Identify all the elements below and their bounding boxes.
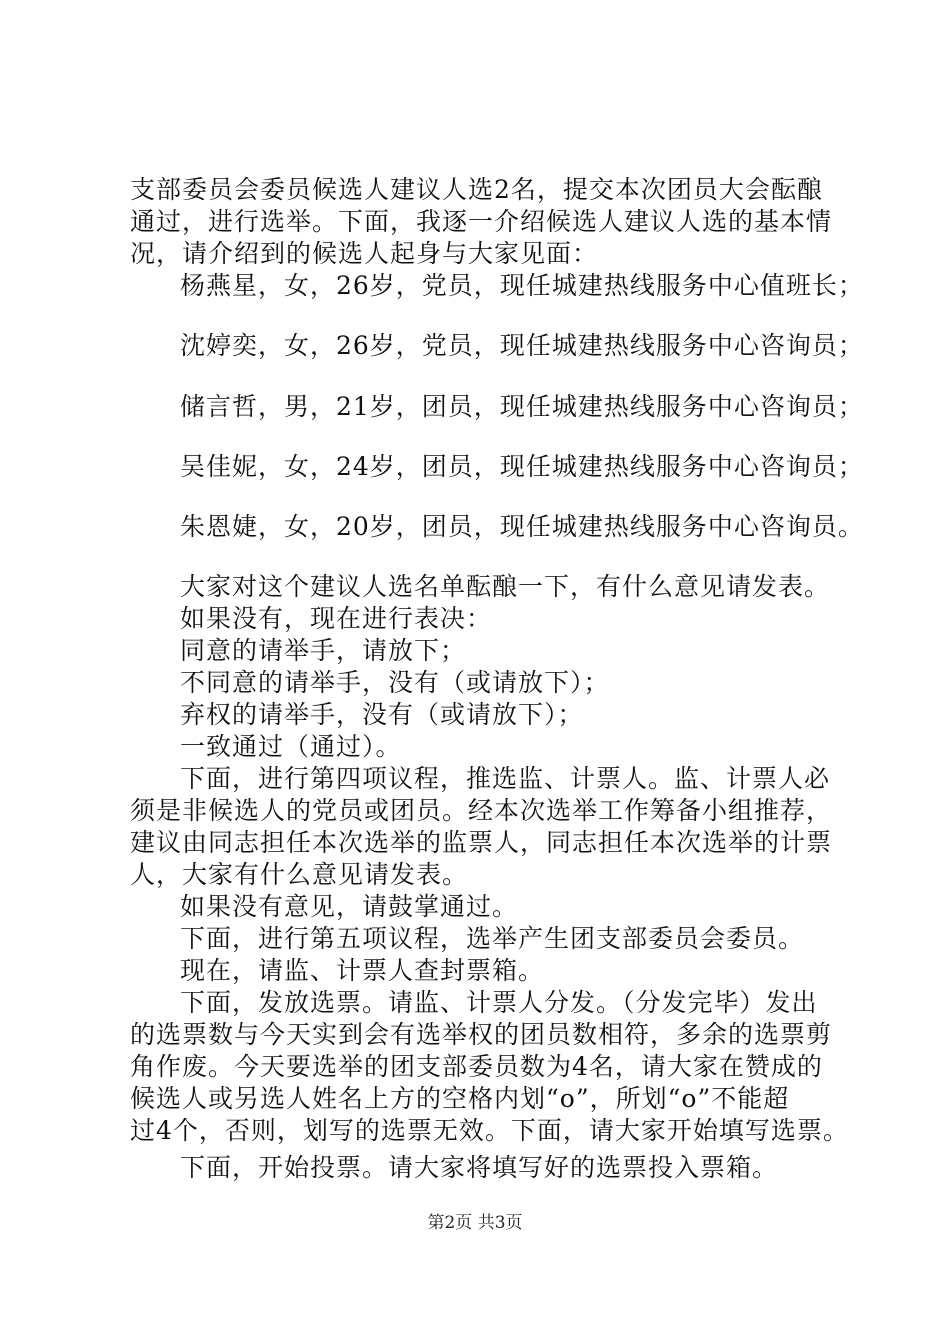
paragraph-line: 同意的请举手，请放下； xyxy=(180,636,467,665)
candidate-line: 储言哲，男，21岁，团员，现任城建热线服务中心咨询员； xyxy=(180,392,864,421)
paragraph-line: 建议由同志担任本次选举的监票人，同志担任本次选举的计票 xyxy=(130,828,833,857)
paragraph-line: 人，大家有什么意见请发表。 xyxy=(130,860,469,889)
paragraph-line: 一致通过（通过）。 xyxy=(180,732,402,761)
paragraph-line: 下面，进行第五项议程，选举产生团支部委员会委员。 xyxy=(180,924,805,953)
paragraph-line: 下面，进行第四项议程，推选监、计票人。监、计票人必 xyxy=(180,764,831,793)
paragraph-line: 候选人或另选人姓名上方的空格内划“o”，所划“o”不能超 xyxy=(130,1084,790,1113)
paragraph-line: 现在，请监、计票人查封票箱。 xyxy=(180,956,545,985)
candidate-line: 沈婷奕，女，26岁，党员，现任城建热线服务中心咨询员； xyxy=(180,331,864,360)
paragraph-line: 下面，发放选票。请监、计票人分发。（分发完毕）发出 xyxy=(180,988,818,1017)
paragraph-line: 弃权的请举手，没有（或请放下）； xyxy=(180,700,584,729)
paragraph-line: 过4个，否则，划写的选票无效。下面，请大家开始填写选票。 xyxy=(130,1116,849,1145)
paragraph-line: 大家对这个建议人选名单酝酿一下，有什么意见请发表。 xyxy=(180,572,831,601)
paragraph-line: 如果没有意见，请鼓掌通过。 xyxy=(180,892,519,921)
paragraph-line: 的选票数与今天实到会有选举权的团员数相符，多余的选票剪 xyxy=(130,1020,833,1049)
paragraph-line: 角作废。今天要选举的团支部委员数为4名，请大家在赞成的 xyxy=(130,1052,823,1081)
paragraph-line: 须是非候选人的党员或团员。经本次选举工作筹备小组推荐， xyxy=(130,796,833,825)
candidate-line: 朱恩婕，女，20岁，团员，现任城建热线服务中心咨询员。 xyxy=(180,512,864,541)
paragraph-line: 不同意的请举手，没有（或请放下）； xyxy=(180,668,610,697)
page-number-footer: 第2页 共3页 xyxy=(427,1213,523,1233)
candidate-line: 杨燕星，女，26岁，党员，现任城建热线服务中心值班长； xyxy=(180,271,864,300)
paragraph-line: 如果没有，现在进行表决： xyxy=(180,604,493,633)
candidate-line: 吴佳妮，女，24岁，团员，现任城建热线服务中心咨询员； xyxy=(180,452,864,481)
paragraph-line: 下面，开始投票。请大家将填写好的选票投入票箱。 xyxy=(180,1153,779,1182)
paragraph-line: 况，请介绍到的候选人起身与大家见面： xyxy=(130,239,599,268)
paragraph-line: 通过，进行选举。下面，我逐一介绍候选人建议人选的基本情 xyxy=(130,207,833,236)
paragraph-line: 支部委员会委员候选人建议人选2名，提交本次团员大会酝酿 xyxy=(130,175,823,204)
